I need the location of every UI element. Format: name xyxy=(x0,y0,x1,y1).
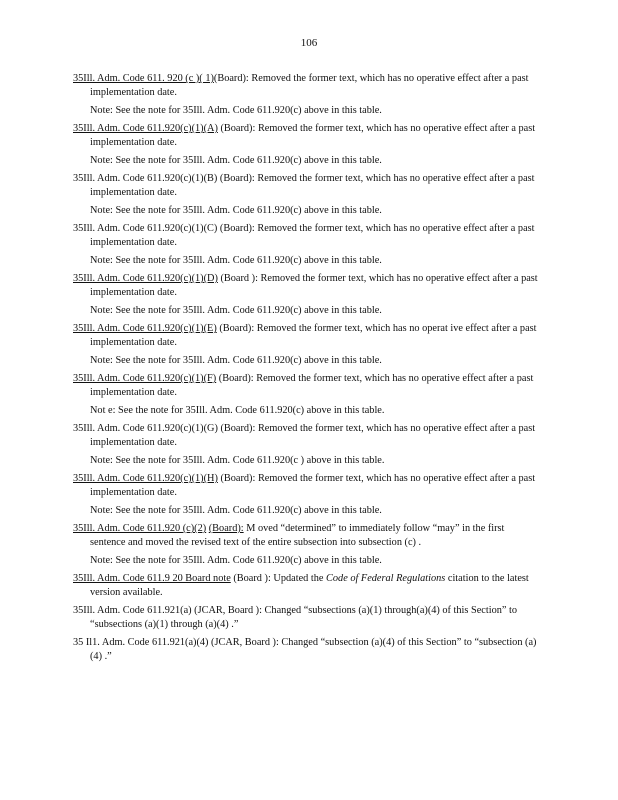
entry-text: Removed the former text, which has no operative effect after a past implementation date. xyxy=(90,123,536,148)
entry-note: Note: See the note for 35Ill. Adm. Code 611.920(c) above in this table. xyxy=(90,355,382,366)
entry-main xyxy=(73,122,541,150)
entry-text: Removed the former text, which has no operat ive effect after a past implementation date. xyxy=(90,323,537,348)
entry-note: Note: See the note for 35Ill. Adm. Code 611.920(c) above in this table. xyxy=(90,505,382,516)
entry-note: Note: See the note for 35Ill. Adm. Code 611.920(c) above in this table. xyxy=(90,105,382,116)
entry-source: (Board): xyxy=(220,473,256,484)
entry-source: (Board): xyxy=(219,323,255,334)
entry-citation: 35Ill. Adm. Code 611.920(c)(1)(C) xyxy=(73,223,218,234)
amendment-entry xyxy=(73,604,541,632)
entry-main xyxy=(73,272,541,300)
entry-citation: 35Ill. Adm. Code 611.920 (c)(2) xyxy=(73,523,207,534)
entry-citation: 35Ill. Adm. Code 611.920(c)(1)(D) xyxy=(73,273,218,284)
entry-citation: 35Ill. Adm. Code 611.920(c)(1)(E) xyxy=(73,323,217,334)
entry-source: (Board): xyxy=(220,123,256,134)
entry-source: (Board ): xyxy=(233,573,271,584)
entry-note: Not e: See the note for 35Ill. Adm. Code 611.920(c) above in this table. xyxy=(90,405,385,416)
entry-source: (Board): xyxy=(219,223,255,234)
entry-text: Removed the former text, which has no operative effect after a past implementation date. xyxy=(90,223,535,248)
entry-source: (Board): xyxy=(213,73,249,84)
entry-note: Note: See the note for 35Ill. Adm. Code 611.920(c) above in this table. xyxy=(90,305,382,316)
entry-citation: 35Ill. Adm. Code 611.920(c)(1)(G) xyxy=(73,423,218,434)
amendment-entry xyxy=(73,472,541,518)
entry-text: M oved “determined” to immediately follow “may” in the first sentence and moved the revised text of the entire subsection into subsection (c) . xyxy=(90,523,505,548)
amendment-entry xyxy=(73,422,541,468)
entry-main xyxy=(73,472,541,500)
entry-citation: 35Ill. Adm. Code 611.921(a) xyxy=(73,605,192,616)
entry-source: (Board): xyxy=(220,423,256,434)
entry-main xyxy=(73,372,541,400)
page-number: 106 xyxy=(300,37,318,49)
entry-citation: 35 Il1. Adm. Code 611.921(a)(4) xyxy=(73,637,209,648)
entry-source: (JCAR, Board ): xyxy=(211,637,279,648)
entry-note: Note: See the note for 35Ill. Adm. Code 611.920(c ) above in this table. xyxy=(90,455,385,466)
amendment-entry xyxy=(73,272,541,318)
entry-note: Note: See the note for 35Ill. Adm. Code 611.920(c) above in this table. xyxy=(90,555,382,566)
entry-main xyxy=(73,322,541,350)
entry-text: Removed the former text, which has no operative effect after a past implementation date. xyxy=(90,273,538,298)
entry-note: Note: See the note for 35Ill. Adm. Code 611.920(c) above in this table. xyxy=(90,255,382,266)
entry-source: (Board): xyxy=(219,173,255,184)
entry-main xyxy=(73,604,541,632)
entry-citation: 35Ill. Adm. Code 611.920(c)(1)(A) xyxy=(73,123,218,134)
amendment-entry xyxy=(73,636,541,664)
entry-source: (Board): xyxy=(218,373,254,384)
entry-text: Changed “subsections (a)(1) through(a)(4) of this Section” to “subsections (a)(1) through (a)(4) .” xyxy=(90,605,518,630)
entry-citation: 35Ill. Adm. Code 611.9 20 Board note xyxy=(73,573,231,584)
amendment-entry xyxy=(73,522,541,568)
amendment-entry xyxy=(73,72,541,118)
entry-text-italic: Code of Federal Regulations xyxy=(326,573,446,584)
entry-source: (JCAR, Board ): xyxy=(194,605,262,616)
entry-citation: 35Ill. Adm. Code 611.920(c)(1)(H) xyxy=(73,473,218,484)
amendment-list xyxy=(73,72,541,668)
entry-main xyxy=(73,72,541,100)
entry-citation: 35Ill. Adm. Code 611.920(c)(1)(B) xyxy=(73,173,218,184)
entry-text: Changed “subsection (a)(4) of this Section” to “subsection (a)(4) .” xyxy=(90,637,537,662)
amendment-entry xyxy=(73,172,541,218)
amendment-entry xyxy=(73,122,541,168)
entry-text: Removed the former text, which has no operative effect after a past implementation date. xyxy=(90,423,536,448)
entry-main xyxy=(73,522,541,550)
entry-main xyxy=(73,422,541,450)
entry-note: Note: See the note for 35Ill. Adm. Code 611.920(c) above in this table. xyxy=(90,205,382,216)
entry-note: Note: See the note for 35Ill. Adm. Code 611.920(c) above in this table. xyxy=(90,155,382,166)
entry-text-after: citation to the latest version available. xyxy=(90,573,529,598)
amendment-entry xyxy=(73,572,541,600)
entry-source: (Board): xyxy=(208,523,244,534)
entry-citation: 35Ill. Adm. Code 611.920(c)(1)(F) xyxy=(73,373,217,384)
entry-text: Removed the former text, which has no operative effect after a past implementation date. xyxy=(90,473,536,498)
entry-main xyxy=(73,636,541,664)
entry-text: Removed the former text, which has no operative effect after a past implementation date. xyxy=(90,173,535,198)
entry-citation: 35Ill. Adm. Code 611. 920 (c )( 1) xyxy=(73,73,214,84)
entry-main xyxy=(73,222,541,250)
entry-text: Removed the former text, which has no operative effect after a past implementation date. xyxy=(90,73,529,98)
entry-main xyxy=(73,572,541,600)
amendment-entry xyxy=(73,372,541,418)
entry-source: (Board ): xyxy=(220,273,258,284)
entry-main xyxy=(73,172,541,200)
amendment-entry xyxy=(73,222,541,268)
amendment-entry xyxy=(73,322,541,368)
entry-text: Removed the former text, which has no operative effect after a past implementation date. xyxy=(90,373,534,398)
entry-text-before: Updated the xyxy=(273,573,327,584)
